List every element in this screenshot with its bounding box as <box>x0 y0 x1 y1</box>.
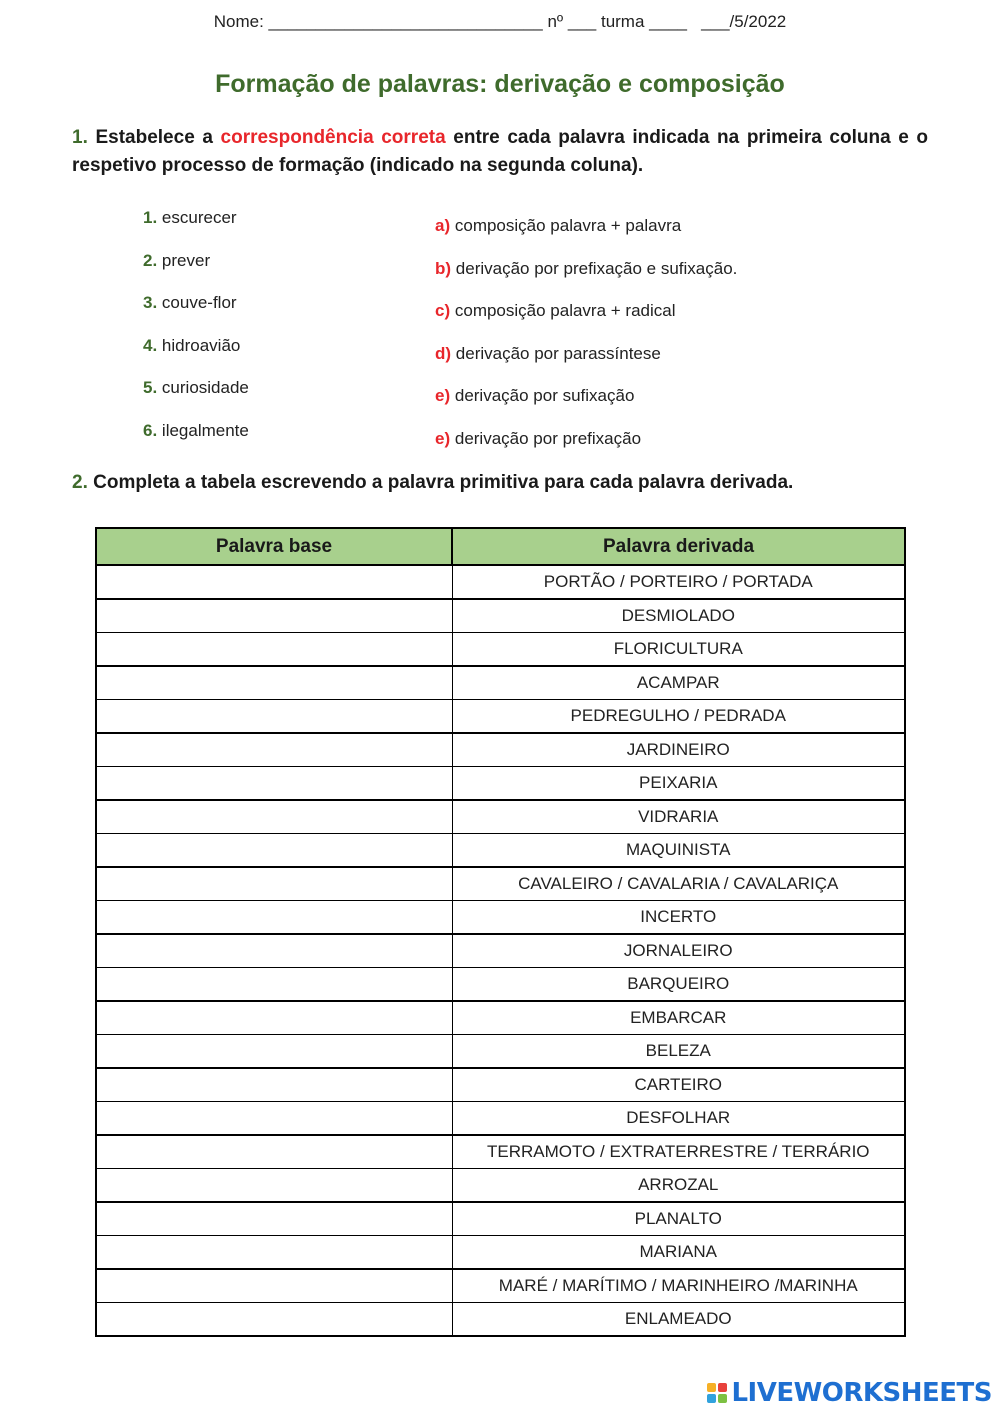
base-word-cell[interactable] <box>96 565 452 599</box>
base-word-cell[interactable] <box>96 867 452 901</box>
word-text: hidroavião <box>161 336 241 355</box>
process-text: derivação por sufixação <box>454 386 635 405</box>
base-word-cell[interactable] <box>96 834 452 868</box>
table-row <box>96 800 905 834</box>
derived-word-cell: ACAMPAR <box>452 666 905 700</box>
table-row <box>96 1169 905 1203</box>
question-1-highlight: correspondência correta <box>220 127 446 148</box>
derived-word-cell: MARÉ / MARÍTIMO / MARINHEIRO /MARINHA <box>452 1269 905 1303</box>
word-item[interactable] <box>143 336 240 356</box>
process-item[interactable] <box>435 344 661 364</box>
question-1-number: 1. <box>72 127 88 148</box>
process-text: derivação por prefixação e sufixação. <box>455 259 738 278</box>
derived-word-cell: BELEZA <box>452 1035 905 1069</box>
logo-square <box>707 1383 716 1392</box>
base-word-cell[interactable] <box>96 700 452 734</box>
word-number: 1. <box>143 208 158 227</box>
derived-word-cell: PEDREGULHO / PEDRADA <box>452 700 905 734</box>
logo-square <box>707 1394 716 1403</box>
question-1-text-after: entre cada palavra indicada na primeira coluna e o respetivo processo de formação (indicado na segunda coluna). <box>72 127 928 176</box>
table-row <box>96 1068 905 1102</box>
table-row <box>96 666 905 700</box>
number-blank[interactable]: ___ <box>567 12 597 31</box>
derived-word-cell: DESFOLHAR <box>452 1102 905 1136</box>
word-number: 3. <box>143 293 158 312</box>
table-row <box>96 867 905 901</box>
table-row <box>96 934 905 968</box>
word-text: prever <box>161 251 211 270</box>
base-word-cell[interactable] <box>96 733 452 767</box>
base-word-cell[interactable] <box>96 633 452 667</box>
base-word-cell[interactable] <box>96 1102 452 1136</box>
name-blank[interactable]: _____________________________ <box>268 12 543 31</box>
table-row <box>96 565 905 599</box>
base-word-cell[interactable] <box>96 968 452 1002</box>
word-item[interactable] <box>143 378 249 398</box>
table-header-row <box>96 528 905 565</box>
word-number: 6. <box>143 421 158 440</box>
table-row <box>96 1035 905 1069</box>
page-title: Formação de palavras: derivação e composição <box>215 70 785 98</box>
process-letter: e) <box>435 429 451 448</box>
derived-word-cell: PLANALTO <box>452 1202 905 1236</box>
derived-word-cell: FLORICULTURA <box>452 633 905 667</box>
column-header-base: Palavra base <box>96 528 452 565</box>
table-row <box>96 901 905 935</box>
table-row <box>96 1001 905 1035</box>
base-word-cell[interactable] <box>96 1068 452 1102</box>
derived-word-cell: JARDINEIRO <box>452 733 905 767</box>
derived-word-cell: TERRAMOTO / EXTRATERRESTRE / TERRÁRIO <box>452 1135 905 1169</box>
table-row <box>96 633 905 667</box>
word-text: curiosidade <box>161 378 249 397</box>
table-row <box>96 1135 905 1169</box>
process-text: derivação por parassíntese <box>455 344 661 363</box>
word-table <box>95 527 906 1337</box>
base-word-cell[interactable] <box>96 901 452 935</box>
table-row <box>96 1303 905 1337</box>
process-letter: c) <box>435 301 451 320</box>
derived-word-cell: ENLAMEADO <box>452 1303 905 1337</box>
word-text: escurecer <box>161 208 237 227</box>
table-row <box>96 834 905 868</box>
word-number: 5. <box>143 378 158 397</box>
logo-text: LIVEWORKSHEETS <box>731 1378 992 1408</box>
process-letter: d) <box>435 344 452 363</box>
number-label: nº <box>547 12 564 31</box>
process-item[interactable] <box>435 216 681 236</box>
logo-icon <box>707 1383 727 1403</box>
liveworksheets-logo <box>707 1376 992 1410</box>
process-item[interactable] <box>435 386 634 406</box>
process-letter: b) <box>435 259 452 278</box>
derived-word-cell: VIDRARIA <box>452 800 905 834</box>
table-body <box>96 565 905 1336</box>
logo-square <box>718 1383 727 1392</box>
column-header-derived: Palavra derivada <box>452 528 905 565</box>
word-text: couve-flor <box>161 293 237 312</box>
word-number: 2. <box>143 251 158 270</box>
derived-word-cell: MAQUINISTA <box>452 834 905 868</box>
name-label: Nome: <box>213 12 264 31</box>
derived-word-cell: INCERTO <box>452 901 905 935</box>
process-item[interactable] <box>435 429 641 449</box>
word-item[interactable] <box>143 251 210 271</box>
derived-word-cell: JORNALEIRO <box>452 934 905 968</box>
student-info-line <box>0 12 1000 32</box>
base-word-cell[interactable] <box>96 800 452 834</box>
word-item[interactable] <box>143 293 237 313</box>
process-letter: e) <box>435 386 451 405</box>
base-word-cell[interactable] <box>96 1303 452 1337</box>
table-row <box>96 767 905 801</box>
class-label: turma <box>600 12 645 31</box>
derived-word-cell: BARQUEIRO <box>452 968 905 1002</box>
class-blank[interactable]: ____ <box>649 12 687 31</box>
derived-word-cell: EMBARCAR <box>452 1001 905 1035</box>
base-word-cell[interactable] <box>96 1035 452 1069</box>
table-row <box>96 1269 905 1303</box>
table-row <box>96 700 905 734</box>
process-text: derivação por prefixação <box>454 429 642 448</box>
question-1-text-before: Estabelece a <box>95 127 213 148</box>
word-item[interactable] <box>143 208 237 228</box>
table-row <box>96 1236 905 1270</box>
question-2-prompt <box>72 472 928 494</box>
base-word-cell[interactable] <box>96 666 452 700</box>
base-word-cell[interactable] <box>96 1202 452 1236</box>
derived-word-cell: PEIXARIA <box>452 767 905 801</box>
base-word-cell[interactable] <box>96 1269 452 1303</box>
base-word-cell[interactable] <box>96 934 452 968</box>
question-1-prompt <box>72 124 928 180</box>
derived-word-cell: CARTEIRO <box>452 1068 905 1102</box>
derived-word-cell: ARROZAL <box>452 1169 905 1203</box>
word-item[interactable] <box>143 421 249 441</box>
table-row <box>96 1202 905 1236</box>
process-item[interactable] <box>435 259 737 279</box>
logo-square <box>718 1394 727 1403</box>
base-word-cell[interactable] <box>96 1236 452 1270</box>
question-2-number: 2. <box>72 472 88 493</box>
base-word-cell[interactable] <box>96 767 452 801</box>
table-row <box>96 733 905 767</box>
process-item[interactable] <box>435 301 676 321</box>
word-number: 4. <box>143 336 158 355</box>
word-text: ilegalmente <box>161 421 249 440</box>
process-text: composição palavra + palavra <box>454 216 682 235</box>
derived-word-cell: DESMIOLADO <box>452 599 905 633</box>
base-word-cell[interactable] <box>96 1001 452 1035</box>
table-row <box>96 599 905 633</box>
base-word-cell[interactable] <box>96 599 452 633</box>
base-word-cell[interactable] <box>96 1169 452 1203</box>
base-word-cell[interactable] <box>96 1135 452 1169</box>
date-field[interactable]: ___/5/2022 <box>701 12 787 31</box>
derived-word-cell: MARIANA <box>452 1236 905 1270</box>
table-row <box>96 1102 905 1136</box>
question-2-text: Completa a tabela escrevendo a palavra primitiva para cada palavra derivada. <box>93 472 794 493</box>
table-row <box>96 968 905 1002</box>
process-letter: a) <box>435 216 451 235</box>
derived-word-cell: CAVALEIRO / CAVALARIA / CAVALARIÇA <box>452 867 905 901</box>
process-text: composição palavra + radical <box>454 301 676 320</box>
derived-word-cell: PORTÃO / PORTEIRO / PORTADA <box>452 565 905 599</box>
